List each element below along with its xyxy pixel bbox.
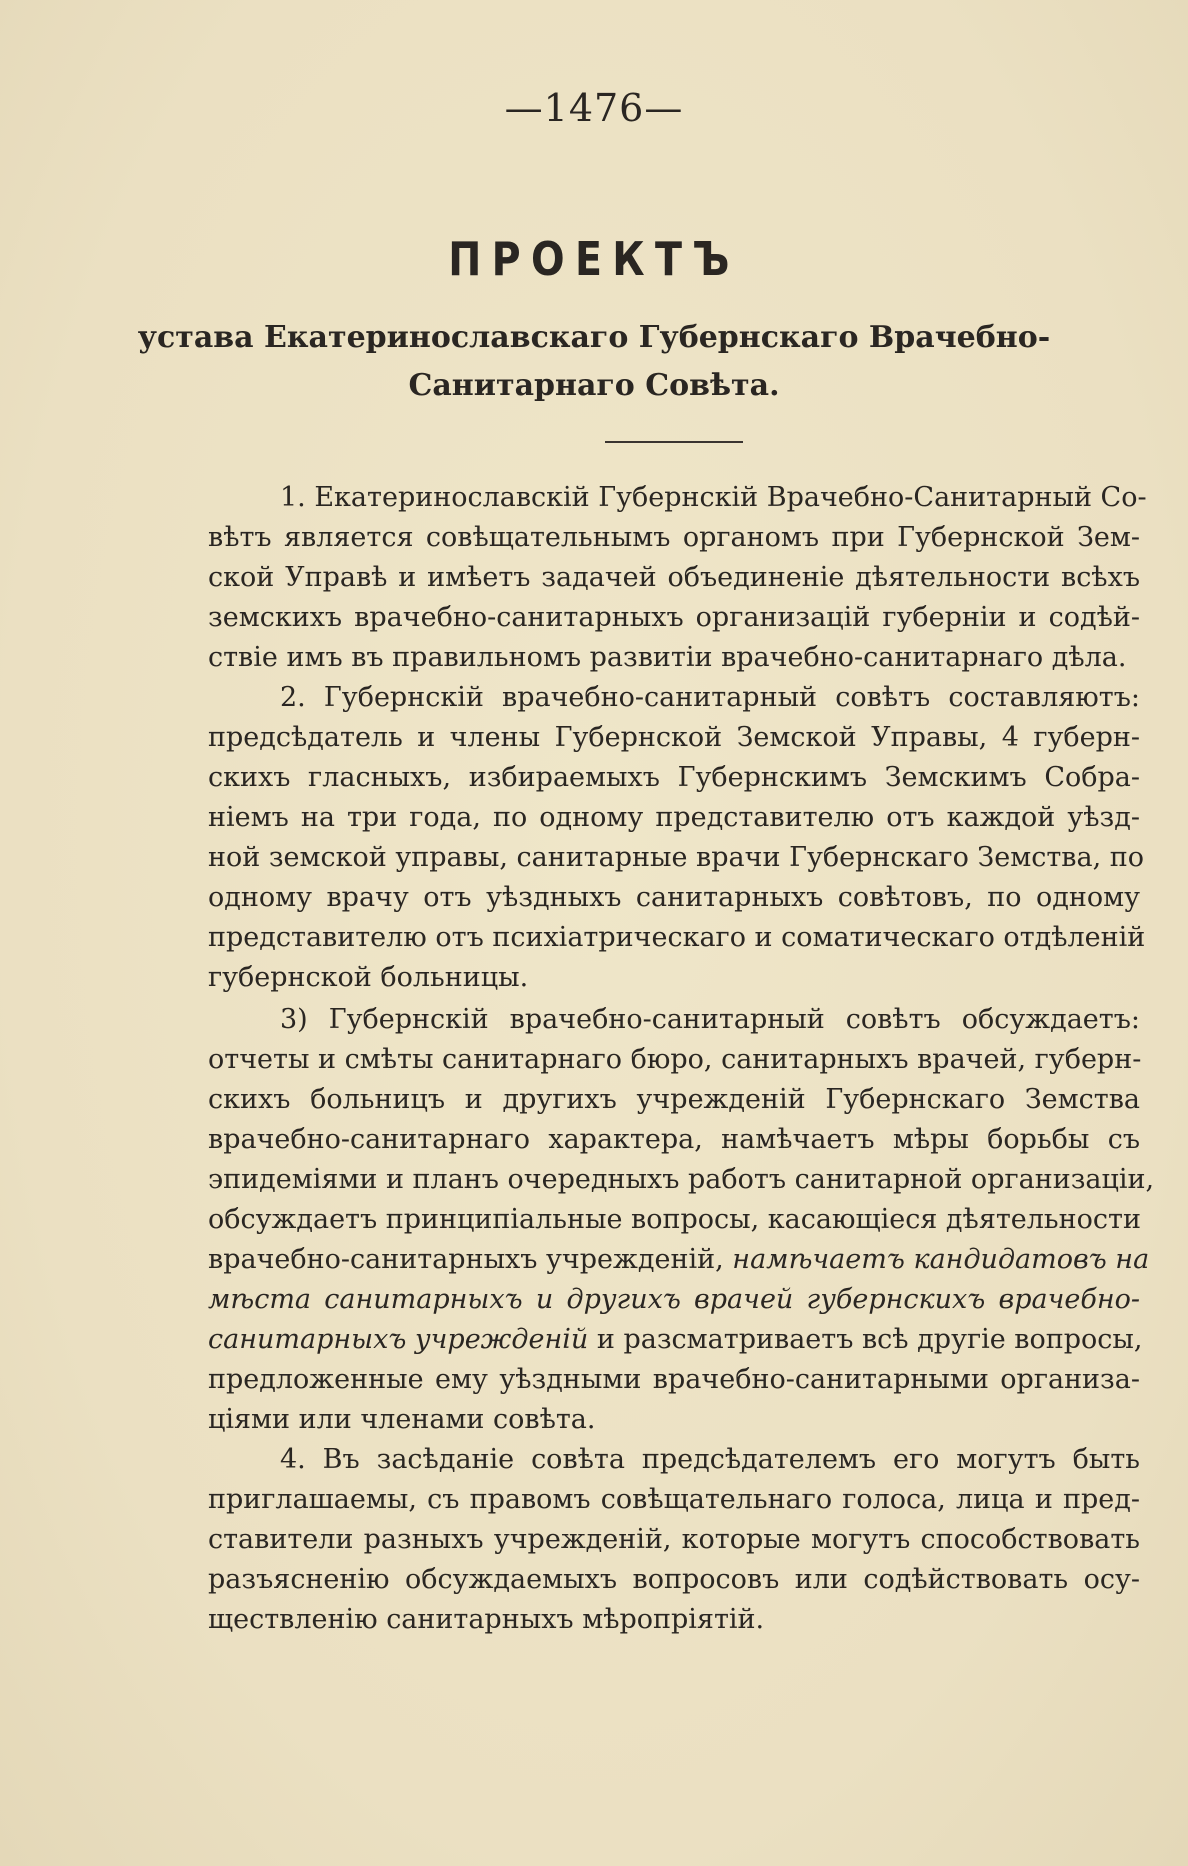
text-line: скихъ гласныхъ, избираемыхъ Губернскимъ Земскимъ Собра- (208, 762, 1140, 793)
text-line (208, 1320, 1143, 1360)
text-line: предсѣдатель и члены Губернской Земской Управы, 4 губерн- (208, 722, 1140, 753)
page-number: —1476— (504, 86, 684, 130)
document-title: ПРОЕКТЪ (448, 232, 740, 286)
text-line: разъясненію обсуждаемыхъ вопросовъ или содѣйствовать осу- (208, 1564, 1140, 1595)
text-line: ставители разныхъ учрежденій, которые могутъ способствовать (208, 1524, 1140, 1555)
text-line: ской Управѣ и имѣетъ задачей объединеніе дѣятельности всѣхъ (208, 562, 1140, 593)
paragraph-first-line: 1. Екатеринославскій Губернскій Врачебно-Санитарный Со- (280, 482, 1147, 513)
paragraph-first-line: 4. Въ засѣданіе совѣта предсѣдателемъ его могутъ быть (280, 1444, 1140, 1475)
text-line: скихъ больницъ и другихъ учрежденій Губернскаго Земства (208, 1084, 1140, 1115)
text-line: ной земской управы, санитарные врачи Губернскаго Земства, по (208, 842, 1144, 873)
subtitle-line: Санитарнаго Совѣта. (408, 368, 780, 403)
title-divider (605, 441, 743, 443)
text-line: врачебно-санитарнаго характера, намѣчаетъ мѣры борьбы съ (208, 1124, 1140, 1155)
text-line: ніемъ на три года, по одному представителю отъ каждой уѣзд- (208, 802, 1140, 833)
text-line: вѣтъ является совѣщательнымъ органомъ при Губернской Зем- (208, 522, 1140, 553)
text-run: врачебно-санитарныхъ учрежденій, (208, 1244, 724, 1275)
text-line: представителю отъ психіатрическаго и соматическаго отдѣленій (208, 922, 1146, 953)
paragraph-first-line: 3) Губернскій врачебно-санитарный совѣтъ обсуждаетъ: (280, 1004, 1140, 1035)
italic-phrase: намѣчаетъ кандидатовъ на (732, 1244, 1150, 1275)
text-line (208, 1240, 1150, 1280)
text-line: приглашаемы, съ правомъ совѣщательнаго голоса, лица и пред- (208, 1484, 1140, 1515)
text-line: одному врачу отъ уѣздныхъ санитарныхъ совѣтовъ, по одному (208, 882, 1140, 913)
text-line: эпидеміями и планъ очередныхъ работъ санитарной организаціи, (208, 1164, 1155, 1195)
text-line: отчеты и смѣты санитарнаго бюро, санитарныхъ врачей, губерн- (208, 1044, 1142, 1075)
text-line: земскихъ врачебно-санитарныхъ организацій губерніи и содѣй- (208, 602, 1140, 633)
text-line: обсуждаетъ принципіальные вопросы, касающіеся дѣятельности (208, 1204, 1141, 1235)
text-line: ствіе имъ въ правильномъ развитіи врачебно-санитарнаго дѣла. (208, 642, 1127, 673)
text-line: мѣста санитарныхъ и другихъ врачей губернскихъ врачебно- (208, 1284, 1140, 1315)
text-line: предложенные ему уѣздными врачебно-санитарными организа- (208, 1364, 1140, 1395)
text-run: и разсматриваетъ всѣ другіе вопросы, (596, 1324, 1143, 1355)
text-line: губернской больницы. (208, 962, 529, 993)
text-line: ціями или членами совѣта. (208, 1404, 596, 1435)
paragraph-first-line: 2. Губернскій врачебно-санитарный совѣтъ составляютъ: (280, 682, 1140, 713)
italic-phrase: санитарныхъ учрежденій (208, 1324, 589, 1355)
text-line: ществленію санитарныхъ мѣропріятій. (208, 1604, 765, 1635)
subtitle-line: устава Екатеринославскаго Губернскаго Врачебно- (137, 320, 1051, 355)
